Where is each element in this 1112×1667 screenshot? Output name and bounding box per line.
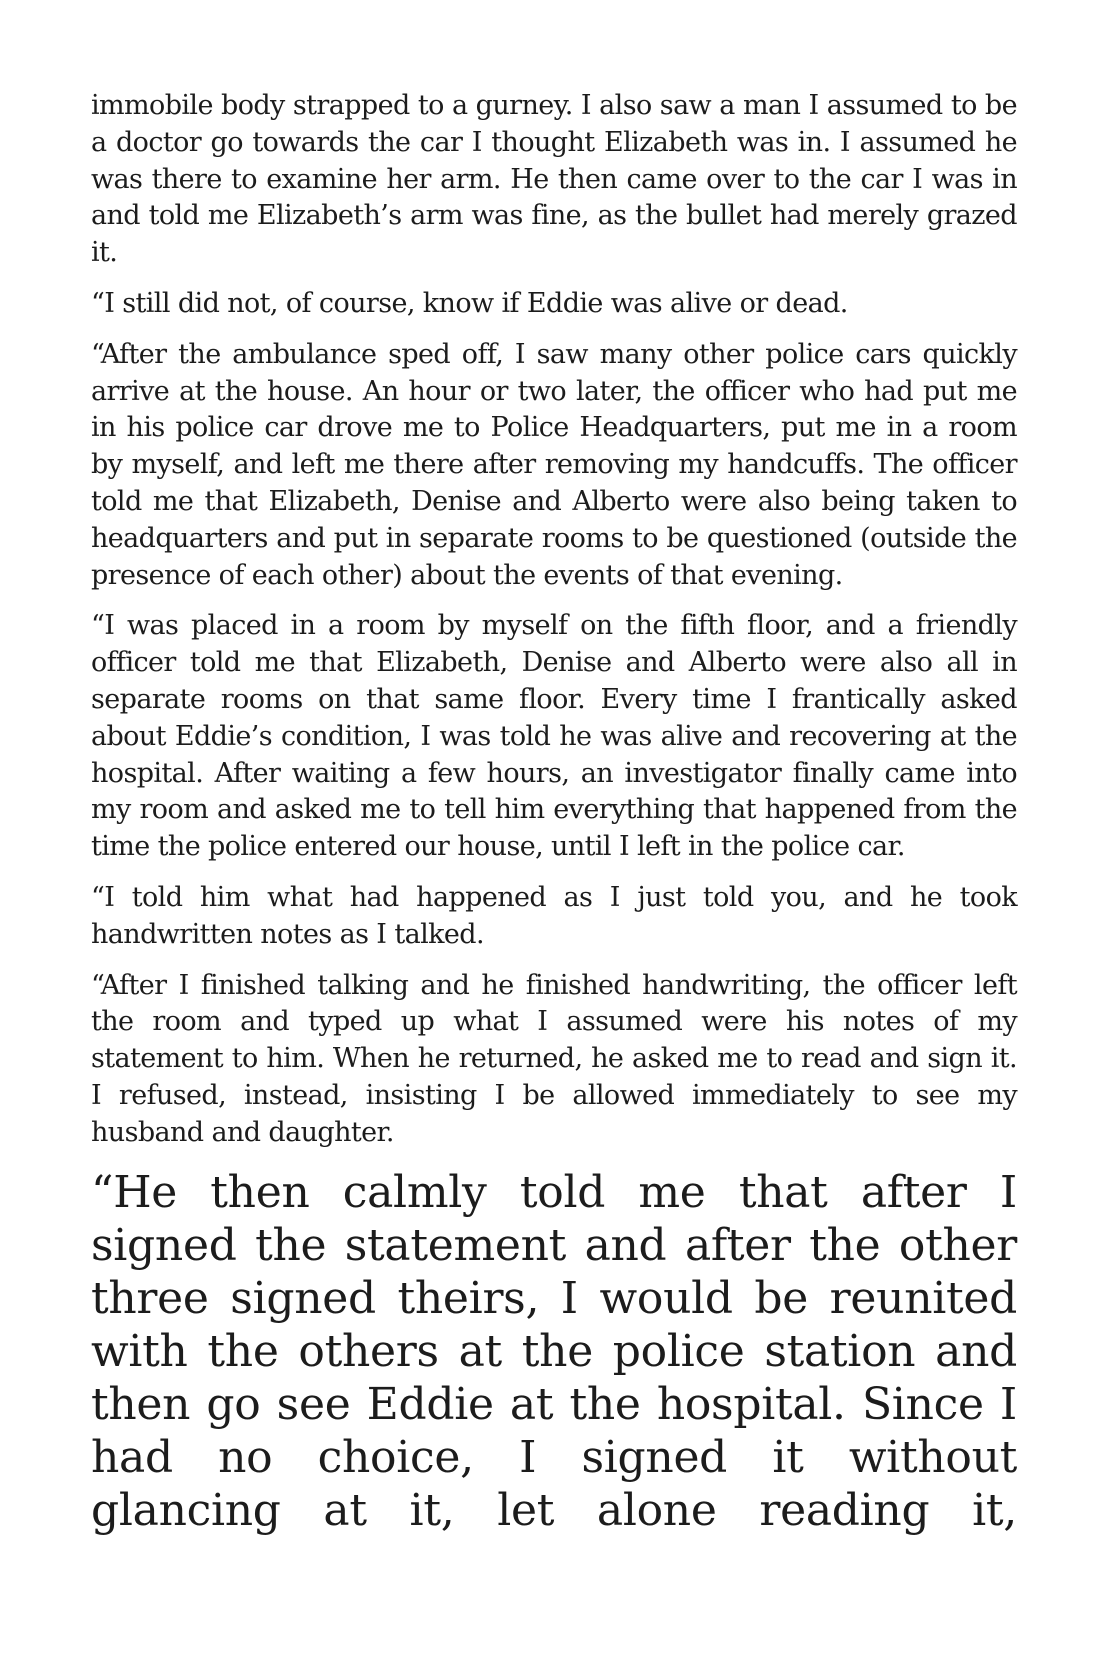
paragraph-4: “I was placed in a room by myself on the fifth floor, and a friendly officer told me that Elizabeth, Denise and Alberto were also all in separate rooms on that same floor. Every time I frantically asked about Eddie’s condition, I was told he was alive and recovering at the hospital. After waiting a few hours, an investigator finally came into my room and asked me to tell him everything that happened from the time the police entered our house, until I left in the police car. (91, 610, 1017, 863)
page-text (91, 88, 1017, 1551)
paragraph-3: “After the ambulance sped off, I saw many other police cars quickly arrive at the house. An hour or two later, the officer who had put me in his police car drove me to Police Headquarters, put me in a room by myself, and left me there after removing my handcuffs. The officer told me that Elizabeth, Denise and Alberto were also being taken to headquarters and put in separate rooms to be questioned (outside the presence of each other) about the events of that evening. (91, 338, 1017, 591)
paragraph-5: “I told him what had happened as I just told you, and he took handwritten notes as I talked. (91, 881, 1017, 950)
paragraph-2: “I still did not, of course, know if Eddie was alive or dead. (91, 287, 848, 319)
paragraph-6: “After I finished talking and he finished handwriting, the officer left the room and typed up what I assumed were his notes of my statement to him. When he returned, he asked me to read and sign it. I refused, instead, insisting I be allowed immediately to see my husband and daughter. (91, 969, 1017, 1148)
paragraph-1: immobile body strapped to a gurney. I also saw a man I assumed to be a doctor go towards the car I thought Elizabeth was in. I assumed he was there to examine her arm. He then came over to the car I was in and told me Elizabeth’s arm was fine, as the bullet had merely grazed it. (91, 90, 1017, 269)
paragraph-7-enlarged: “He then calmly told me that after I signed the statement and after the other three signed theirs, I would be reunited with the others at the police station and then go see Eddie at the hospital. Since I had no choice, I signed it without glancing at it, let alone reading it, (91, 1166, 1017, 1536)
